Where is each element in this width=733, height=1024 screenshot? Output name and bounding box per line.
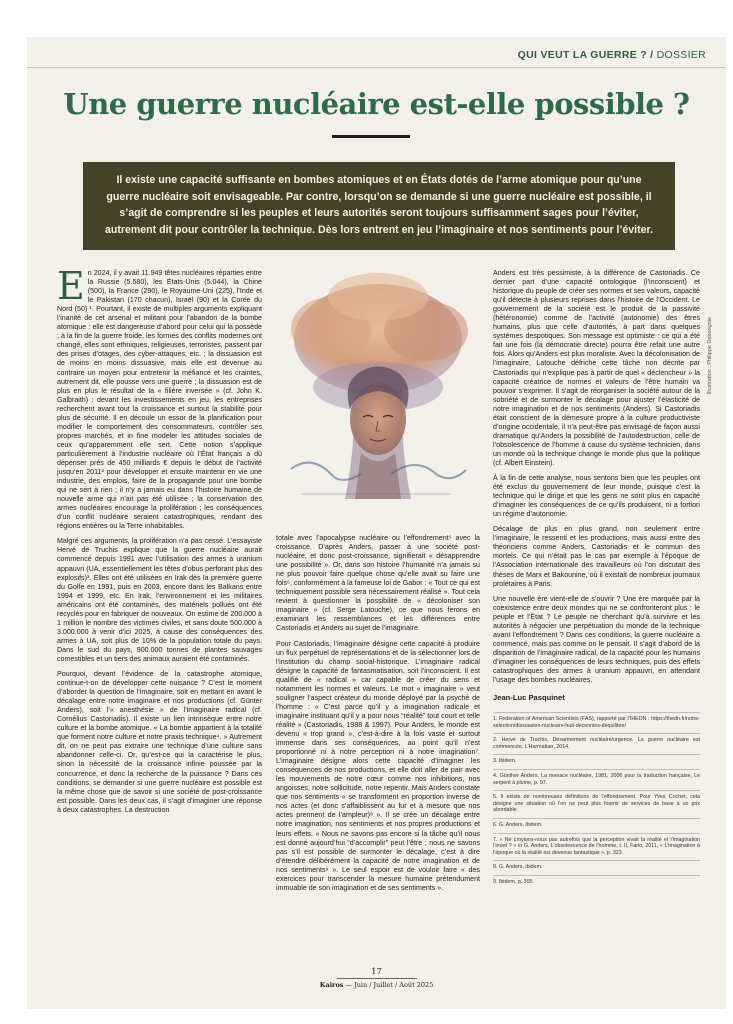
footnote: 2. Hervé de Truchis, Désarmement nucléaire/urgence. La guerre nucléaire est commencée, L’Harmattan, 2014. — [493, 733, 700, 750]
col3-paragraph-2: À la fin de cette analyse, nous sentons bien que les peuples ont été exclus du gouvernement de leur monde, puisque c’est la technique qui le dirige et que les gens ne sont plus en capacité d’imaginer les conséquences de ce qu’ils produisent, ni a fortiori un régime d’autonomie. — [493, 474, 700, 519]
magazine-page — [27, 37, 726, 1009]
col1-p1-text: n 2024, il y avait 11.949 têtes nucléaires réparties entre la Russie (5.580), les États-Unis (5.044), la Chine (500), la France (290), le Royaume-Uni (225), l’Inde et le Pakistan (170 chacun), Israël (90) et la Corée du Nord (50) ¹. Pourtant, il existe de multiples arguments expliquant l’inanité de cet arsenal et militant pour l’abandon de la bombe atomique : elle est dangereuse d’abord pour celui qui la possède ; à la fin de la guerre froide, les formes des conflits modernes ont changé, elles sont ethniques, religieuses, terroristes, passent par des prises d’otages, des cyber-attaques, etc. ; la dissuasion est de moins en moins dissuasive, mais elle est devenue au contraire un moyen pour entretenir la méfiance et les craintes, autrement dit, elle pousse vers une guerre ; la dissuasion est de plus en plus le résultat de la « filière inversée » (cf. John K. Galbraith) : devant les investissements en jeu, les entreprises recherchent avant tout la croissance et surtout la stabilité pour plus de sécurité. Il en découle un essor de la planification pour modifier le comportement des consommateurs, contrôler ses propres marchés, et in fine modeler les attitudes sociales de ceux qu’apparemment elle sert. Cette notion s’applique particulièrement à l’industrie nucléaire où l’État français a dû dépenser près de 450 milliards € depuis le début de l’activité jusqu’en 2011² pour développer et ensuite maintenir en vie une industrie, des emplois, faire de la propagande pour une bombe qui ne sert à rien ; il n’y a jamais eu dans l’histoire humaine de nouvelle arme qui n’ait pas été utilisée ; la conservation des armes nucléaires encourage la prolifération ; les conséquences d’un conflit nucléaire seraient catastrophiques, rendant des régions entières ou la Terre inhabitables. — [57, 269, 262, 531]
section-label: QUI VEUT LA GUERRE ? — [517, 49, 647, 61]
column-1 — [57, 264, 262, 821]
title-underline — [332, 135, 410, 138]
footnote: 5. Il existe de nombreuses définitions de l’effondrement. Pour Yves Cochet, cela désigne une situation où l’on ne peut plus fournir de services de base à un prix abordable. — [493, 790, 700, 814]
col1-paragraph-3: Pourquoi, devant l’évidence de la catastrophe atomique, continue-t-on de développer cette nuisance ? C’est le moment d’aborder la question de l’imaginaire, soit en mettant en avant le décalage entre notre imaginaire et nos productions (cf. Günter Anders), soit l’« anesthésie » de l’imaginaire radical (cf. Cornélius Castoriadis). Il existe un lien intrinsèque entre notre culture et la bombe atomique. « La bombe appartient à la totalité que forment notre culture et notre praxis technique⁴. » Autrement dit, on ne peut pas extraire une technique d’une culture sans abandonner celle-ci. Or, qu’est-ce qui la caractérise le plus, sinon la nécessité de la croissance infinie poussée par la concurrence, et donc la recherche de la puissance ? Dans ces conditions, se demander si une guerre nucléaire est possible est la même chose que de savoir si une société de post-croissance est possible. Dans les deux cas, il s’agit d’imaginer une réponse à deux catastrophes. La destruction — [57, 670, 262, 814]
subsection-label: DOSSIER — [656, 49, 706, 61]
col3-paragraph-1: Anders est très pessimiste, à la différence de Castoriadis. Ce dernier part d’une capacité ontologique (l’inconscient) et historique du peuple de créer ses normes et ses valeurs, capacité qu’il détecte à plusieurs reprises dans l’histoire de l’Occident. Le gouvernement de la société est le produit de la passivité (hétéronomie) comme de l’activité (autonomie) des êtres humains, plus que celle d’autorités, à part dans quelques systèmes despotiques. Son message est optimiste : ce qui a été fait une fois (la démocratie directe) pourra être refait une autre fois. Alors qu’Anders est plus moraliste. Avec la décolonisation de l’imaginaire, Latouche défriche cette tâche non décrite par Castoriadis qui n’explique pas à partir de quel « déclencheur » la capacité créatrice de normes et valeurs de l’être humain va pouvoir s’exprimer. Il s’agit de réorganiser la société autour de la sobriété et de surmonter le décalage pour ajuster l’élasticité de notre imagination et de nos sentiments (Anders). Si Castoriadis était conscient de la démesure propre à la culture productiviste d’origine occidentale, il n’a peut-être pas envisagé de façon aussi dramatique qu’Anders la possibilité de l’autodestruction, celle de l’obsolescence de l’homme à cause du système technicien, dans un monde où la technique change le monde plus que la politique (cf. Albert Einstein). — [493, 269, 700, 467]
column-2 — [276, 534, 480, 899]
footnote: 6. G. Anders, ibidem. — [493, 818, 700, 829]
footer-rule — [337, 978, 417, 979]
footer — [27, 981, 726, 989]
footnote: 1. Federation of American Scientists (FAS), rapporté par l’IHEDN : https://ihedn.fr/notre-selection/dissuasion-nucleaire-huit-decennies-dequilibre/ — [493, 712, 700, 729]
footnote: 4. Günther Anders, La menace nucléaire, 1981, 2006 pour la traduction française, Le serpent à plume, p. 97. — [493, 769, 700, 786]
footnote: 3. Ibidem. — [493, 754, 700, 765]
col1-paragraph-2: Malgré ces arguments, la prolifération n’a pas cessé. L’essayiste Hervé de Truchis explique que la guerre nucléaire aurait commencé depuis 1991 avec l’utilisation des armes à uranium appauvri (UA, essentiellement les têtes d’obus perforant plus des explosifs)³. Elles ont été utilisées en Irak dès la première guerre du Golfe en 1991, puis en 2003, encore dans les Balkans entre 1994 et 1999, etc. En Irak, l’environnement et les militaires américains ont été contaminés, des matériels pollués ont été recyclés pour en fabriquer de nouveaux. On estime de 200.000 à 1 million le nombre des victimes civiles, et sans doute 500.000 à 3.000.000 à venir d’ici 2025, à cause des conséquences des armes à UA, soit plus de 10% de la population totale du pays. Dans le sud du pays, 900.000 tonnes de plantes sauvages comestibles et un tiers des animaux auraient été contaminés. — [57, 537, 262, 663]
footnote: 9. Ibidem, p. 305. — [493, 875, 700, 886]
lead-paragraph: Il existe une capacité suffisante en bombes atomiques et en États dotés de l’arme atomique pour qu’une guerre nucléaire soit envisageable. Par contre, lorsqu’on se demande si une guerre nucléaire est possible, il s’agit de comprendre si les peuples et leurs autorités seront toujours suffisamment sages pour l’éviter, autrement dit pour contrôler la technique. Dès lors entrent en jeu l’imaginaire et nos sentiments pour l’éviter. — [83, 162, 675, 250]
col1-paragraph-1 — [57, 264, 262, 531]
watercolor-illustration — [271, 269, 485, 527]
page-number: 17 — [371, 967, 382, 977]
author-signature: Jean-Luc Pasquinet — [493, 693, 565, 703]
section-tag — [518, 49, 706, 61]
col3-paragraph-3: Décalage de plus en plus grand, non seulement entre l’imaginaire, le ressenti et les productions, mais aussi entre des théoriciens comme Anders, Castoriadis et le commun des mortels. Ce qui n’était pas le cas par exemple à l’époque de l’Association internationale des travailleurs où l’on discutait des thèses de Marx et Bakounine, où il existait de nombreux journaux prolétaires à Paris. — [493, 525, 700, 588]
illustration-credit: Illustration : Philippe Debongnie — [707, 317, 713, 395]
col2-paragraph-1: totale avec l’apocalypse nucléaire ou l’effondrement⁵ avec la croissance. D’après Anders, passer à une société post-nucléaire, et donc post-croissance, signifierait « désapprendre une possibilité ». Or, dans son histoire l’humanité n’a jamais su ne plus pouvoir faire quelque chose qu’elle avait su faire une fois⁶, conformément à la fameuse loi de Gabor : « Tout ce qui est techniquement possible sera nécessairement réalisé ». Tout cela revient à questionner la possibilité de « décoloniser son imaginaire » (cf. Serge Latouche), ce que nous ferons en examinant les ressemblances et les différences entre Castoriadis et Anders au sujet de l’imaginaire. — [276, 534, 480, 633]
col2-paragraph-2: Pour Castoriadis, l’imaginaire désigne cette capacité à produire un flux perpétuel de représentations et de la sélectionner lors de l’institution du champ social-historique. L’imaginaire radical désigne la capacité de fantasmatisation, soit l’inconscient. Il est qualifié de « radical » car capable de créer du sens et notamment les normes et valeurs. Le mot « imaginaire » veut souligner l’aspect créateur du monde déployé par la psyché de l’homme : « C’est parce qu’il y a imagination radicale et imaginaire instituant qu’il y a pour nous “réalité” tout court et telle réalité » (Castoriadis, 1988 & 1997). Pour Anders, le monde est devenu « trop grand », c’est-à-dire à la fois vaste et surtout immense dans ses conséquences, au point qu’il n’est proportionné ni à notre perception ni à notre imagination⁷. L’imaginaire désigne alors cette capacité d’imaginer les conséquences de nos productions, et elle doit aller de pair avec les mouvements de notre cœur comme nos inhibitions, nos angoisses, notre sollicitude, notre repentir. Mais Anders constate que nos sentiments « se transforment en proportion inverse de nos actes (et donc s’affaiblissent au fur et à mesure que nos actes prennent de l’ampleur)⁸ ». Il se crée un décalage entre notre imagination, nos sentiments et nos propres productions et leurs effets. « Nous ne savons pas encore si la tâche qu’il nous est donné aujourd’hui “d’accomplir” peut l’être ; nous ne savons pas s’il est possible de surmonter le décalage, c’est à dire d’étendre délibérément la capacité de notre imagination et de nos sentiments⁹ ». Le seul espoir est de vouloir faire « des exercices pour transcender la mesure humaine prétendument immuable de son imagination et de ses sentiments ». — [276, 639, 480, 892]
footnote: 8. G. Anders, ibidem. — [493, 860, 700, 871]
article-title: Une guerre nucléaire est-elle possible ? — [63, 87, 690, 121]
issue-date: — Juin / Juillet / Août 2025 — [343, 981, 434, 989]
footnotes — [493, 712, 700, 886]
section-separator: / — [646, 49, 657, 61]
col3-paragraph-4: Une nouvelle ère vient-elle de s’ouvrir ? Une ère marquée par la coexistence entre deux mondes qui ne se confronteront plus : le peuple et l’État ? Le peuple ne cherchant qu’à survivre et les autorités à négocier une perpétuation du monde de la technique avant l’effondrement ? Dans ces conditions, la guerre nucléaire a commencé, mais pas comme on le pensait. Il s’agit d’abord de la disparition de l’imaginaire radical, de la capacité pour les humains d’imaginer les conséquences de leurs techniques, puis des effets catastrophiques des armes à uranium appauvri, en attendant l’usage des bombes nucléaires. — [493, 594, 700, 685]
header-rule — [27, 67, 726, 68]
magazine-name: Kairos — [319, 981, 344, 989]
footnote: 7. « Ne croyions-nous pas autrefois que la perception vivait la réalité et l’imagination l’irréel ? » in G. Anders, L’obsolescence de l’homme, t. II, Fario, 2011, « L’imagination à l’époque où la réalité est devenue fantastique », p. 323. — [493, 833, 700, 857]
column-3 — [493, 269, 700, 890]
dropcap: E — [57, 264, 85, 308]
